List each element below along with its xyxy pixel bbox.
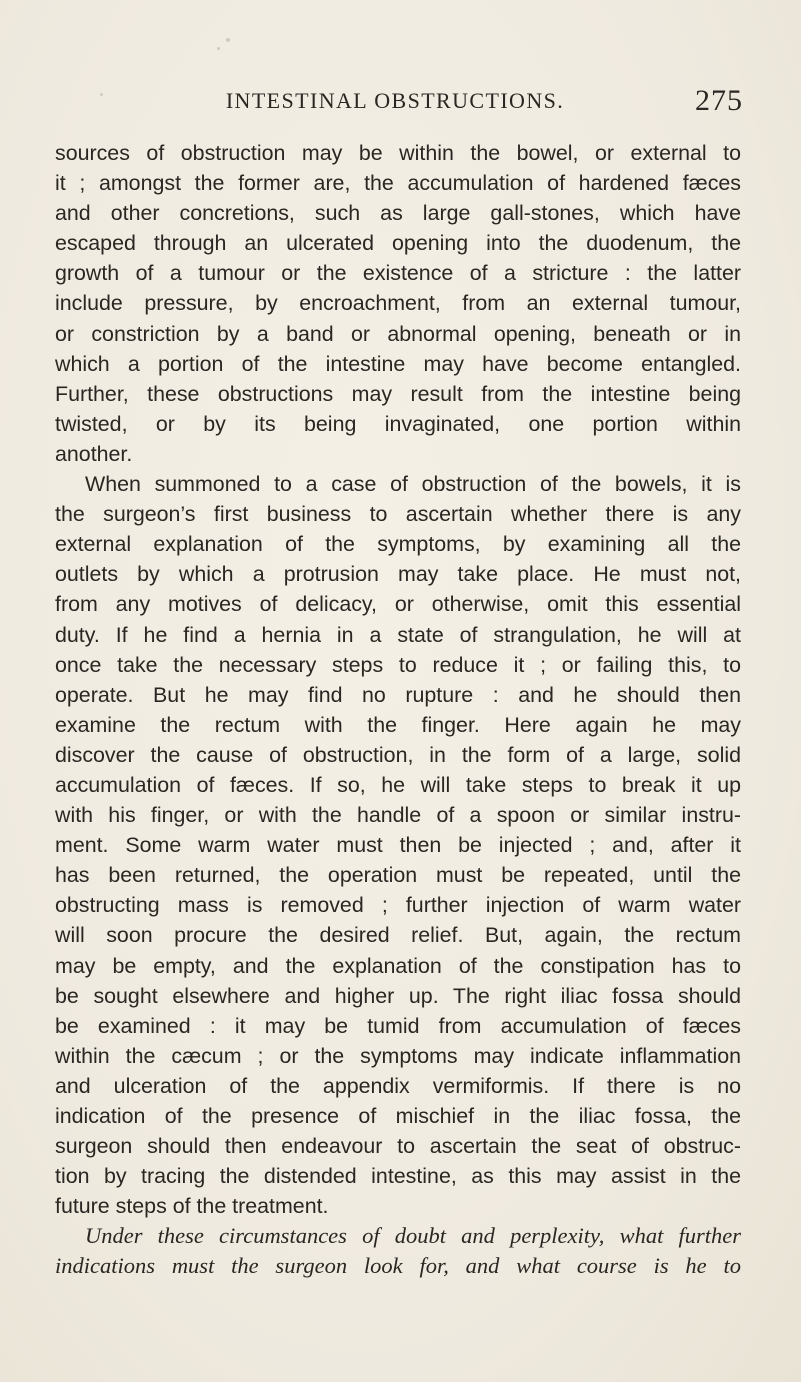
text-line: escaped through an ulcerated opening into the duodenum, the <box>55 231 741 256</box>
text-line: Further, these obstructions may result from the intestine being <box>55 381 741 406</box>
text-line: the surgeon’s first business to ascertain whether there is any <box>55 502 741 527</box>
text-line: indication of the presence of mischief in the iliac fossa, the <box>55 1104 741 1128</box>
text-line: with his finger, or with the handle of a spoon or similar instru- <box>55 803 741 828</box>
page-header <box>0 84 801 128</box>
text-line: duty. If he find a hernia in a state of strangulation, he will at <box>55 622 741 647</box>
text-line: include pressure, by encroachment, from an external tumour, <box>55 291 741 316</box>
page-number: 275 <box>695 84 743 117</box>
paper-speck <box>217 47 220 50</box>
text-line: within the cæcum ; or the symptoms may indicate inflammation <box>55 1043 741 1068</box>
text-line: sources of obstruction may be within the bowel, or external to <box>55 141 741 165</box>
text-line: tion by tracing the distended intestine, as this may assist in the <box>55 1164 741 1189</box>
text-line-italic: indications must the surgeon look for, and what course is he to <box>55 1253 741 1279</box>
text-line: discover the cause of obstruction, in the form of a large, solid <box>55 742 741 767</box>
body-text <box>55 138 741 1282</box>
text-line: ment. Some warm water must then be injected ; and, after it <box>55 833 741 858</box>
text-line: growth of a tumour or the existence of a stricture : the latter <box>55 261 741 286</box>
text-line: once take the necessary steps to reduce it ; or failing this, to <box>55 652 741 677</box>
text-line: obstructing mass is removed ; further injection of warm water <box>55 893 741 918</box>
text-line: may be empty, and the explanation of the constipation has to <box>55 953 741 978</box>
text-line: another. <box>55 441 133 466</box>
text-line: twisted, or by its being invaginated, one portion within <box>55 411 741 436</box>
text-line: operate. But he may find no rupture : and he should then <box>55 682 741 707</box>
running-title: INTESTINAL OBSTRUCTIONS. <box>225 88 565 113</box>
text-line-italic: Under these circumstances of doubt and perplexity, what further <box>85 1223 741 1249</box>
text-line: examine the rectum with the finger. Here again he may <box>55 712 741 737</box>
paper-speck <box>226 38 230 42</box>
text-line: be examined : it may be tumid from accumulation of fæces <box>55 1013 741 1038</box>
text-line: and ulceration of the appendix vermiformis. If there is no <box>55 1073 741 1098</box>
text-line: or constriction by a band or abnormal opening, beneath or in <box>55 321 741 346</box>
text-line: from any motives of delicacy, or otherwise, omit this essential <box>55 592 741 617</box>
text-line: will soon procure the desired relief. But, again, the rectum <box>55 923 741 948</box>
text-line: accumulation of fæces. If so, he will take steps to break it up <box>55 772 741 797</box>
text-line: When summoned to a case of obstruction of the bowels, it is <box>85 472 741 497</box>
text-line: it ; amongst the former are, the accumulation of hardened fæces <box>55 171 741 196</box>
text-line: be sought elsewhere and higher up. The right iliac fossa should <box>55 983 741 1008</box>
text-line: has been returned, the operation must be repeated, until the <box>55 863 741 888</box>
text-line: outlets by which a protrusion may take place. He must not, <box>55 562 741 587</box>
text-line: future steps of the treatment. <box>55 1194 329 1219</box>
text-line: external explanation of the symptoms, by examining all the <box>55 532 741 557</box>
text-line: which a portion of the intestine may have become entangled. <box>55 351 741 376</box>
text-line: and other concretions, such as large gall-stones, which have <box>55 201 741 226</box>
text-line: surgeon should then endeavour to ascertain the seat of obstruc- <box>55 1134 741 1159</box>
